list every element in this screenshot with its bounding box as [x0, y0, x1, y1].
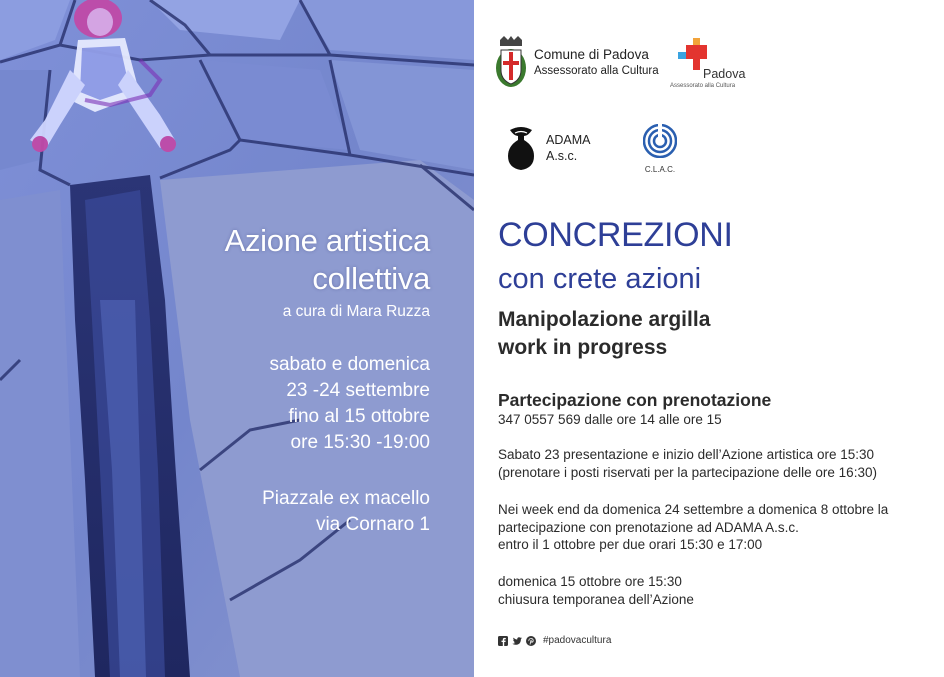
event-date-line: fino al 15 ottobre — [288, 406, 430, 427]
event-date-line: 23 -24 settembre — [286, 380, 430, 401]
comune-department: Assessorato alla Cultura — [534, 65, 659, 77]
event-location — [262, 486, 430, 538]
booking-heading: Partecipazione con prenotazione — [498, 390, 772, 410]
art-action-title — [225, 222, 430, 298]
comune-logo-text — [534, 46, 659, 80]
adama-logo — [506, 124, 590, 172]
twitter-icon[interactable] — [512, 636, 522, 646]
curator-credit: a cura di Mara Ruzza — [282, 303, 430, 320]
booking-phone — [498, 411, 938, 429]
spiral-icon — [643, 124, 677, 158]
facebook-icon[interactable] — [498, 636, 508, 646]
tagline-line: Manipolazione argilla — [498, 308, 711, 331]
weekend-info-line: Nei week end da domenica 24 settembre a domenica 8 ottobre la — [498, 502, 889, 517]
event-title: CONCREZIONI — [498, 216, 733, 254]
closing-info-line: domenica 15 ottobre ore 15:30 — [498, 574, 682, 589]
art-action-title-line: Azione artistica — [224, 223, 430, 258]
opening-info — [498, 446, 938, 481]
art-action-title-line: collettiva — [312, 261, 430, 296]
clac-logo — [637, 124, 683, 174]
opening-info-line: Sabato 23 presentazione e inizio dell’Azione artistica ore 15:30 — [498, 447, 874, 462]
padova-cultura-logo — [670, 38, 760, 88]
event-dates — [269, 352, 430, 456]
coat-of-arms-icon — [494, 36, 528, 90]
adama-logo-text — [546, 132, 590, 164]
adama-type: A.s.c. — [546, 149, 578, 163]
event-location-line: Piazzale ex macello — [262, 488, 430, 509]
padova-logo-subtitle: Assessorato alla Cultura — [670, 83, 736, 89]
closing-info — [498, 573, 938, 608]
tagline-line: work in progress — [498, 336, 668, 359]
opening-info-line: (prenotare i posti riservati per la partecipazione delle ore 16:30) — [498, 464, 877, 480]
event-subtitle: con crete azioni — [498, 263, 702, 295]
hashtag[interactable]: #padovacultura — [543, 635, 612, 646]
weekend-info-line: entro il 1 ottobre per due orari 15:30 e 17:00 — [498, 537, 763, 552]
weekend-info-line: partecipazione con prenotazione ad ADAMA A.s.c. — [498, 519, 799, 535]
adama-name: ADAMA — [546, 133, 591, 147]
booking-phone-text: 347 0557 569 dalle ore 14 alle ore 15 — [498, 412, 722, 427]
pinterest-icon[interactable] — [526, 636, 536, 646]
clac-name: C.L.A.C. — [644, 165, 676, 174]
event-date-line: ore 15:30 -19:00 — [290, 432, 430, 453]
event-date-line: sabato e domenica — [269, 354, 430, 375]
social-links — [498, 635, 611, 646]
padova-wordmark: Padova — [703, 67, 746, 81]
info-panel — [474, 0, 944, 677]
event-tagline — [498, 306, 710, 362]
event-location-line: via Cornaro 1 — [315, 514, 430, 535]
weekend-info — [498, 501, 938, 554]
comune-name: Comune di Padova — [534, 47, 649, 62]
closing-info-line: chiusura temporanea dell’Azione — [498, 591, 694, 607]
vase-icon — [506, 124, 536, 172]
comune-padova-logo — [494, 36, 659, 90]
